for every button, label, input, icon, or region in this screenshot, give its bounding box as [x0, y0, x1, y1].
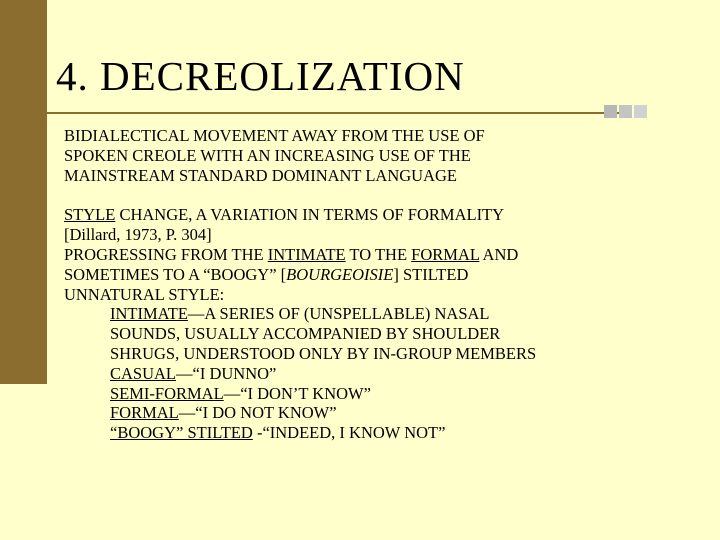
- bourgeoisie-italic: BOURGEOISIE: [286, 264, 394, 284]
- level-intimate: INTIMATE—A SERIES OF (UNSPELLABLE) NASAL: [110, 304, 490, 324]
- formal-underlined: FORMAL: [411, 244, 480, 264]
- decorative-square: [604, 105, 617, 118]
- title-divider: [47, 112, 627, 114]
- style-word: STYLE: [64, 205, 116, 225]
- decorative-square: [634, 105, 647, 118]
- intimate-underlined: INTIMATE: [267, 244, 346, 264]
- intro-line: SPOKEN CREOLE WITH AN INCREASING USE OF THE: [64, 145, 471, 165]
- decorative-square: [619, 105, 632, 118]
- level-casual: CASUAL—“I DUNNO”: [110, 363, 277, 383]
- level-boogy: “BOOGY” STILTED -“INDEED, I KNOW NOT”: [110, 423, 446, 443]
- progressing-line: PROGRESSING FROM THE INTIMATE TO THE FORMAL AND: [64, 244, 519, 264]
- level-formal: FORMAL—“I DO NOT KNOW”: [110, 403, 337, 423]
- progressing-line: UNNATURAL STYLE:: [64, 284, 225, 304]
- left-accent-bar: [0, 0, 47, 384]
- level-intimate-cont: SHRUGS, UNDERSTOOD ONLY BY IN-GROUP MEMBERS: [110, 343, 537, 363]
- slide-body: [64, 126, 714, 443]
- slide-title: 4. DECREOLIZATION: [56, 53, 465, 99]
- intro-line: MAINSTREAM STANDARD DOMINANT LANGUAGE: [64, 165, 457, 185]
- citation: [Dillard, 1973, P. 304]: [64, 225, 212, 245]
- level-intimate-cont: SOUNDS, USUALLY ACCOMPANIED BY SHOULDER: [110, 324, 501, 344]
- style-line: STYLE CHANGE, A VARIATION IN TERMS OF FORMALITY: [64, 205, 505, 225]
- level-semi-formal: SEMI-FORMAL—“I DON’T KNOW”: [110, 383, 371, 403]
- progressing-line: SOMETIMES TO A “BOOGY” [BOURGEOISIE] STILTED: [64, 264, 469, 284]
- intro-line: BIDIALECTICAL MOVEMENT AWAY FROM THE USE OF: [64, 126, 485, 145]
